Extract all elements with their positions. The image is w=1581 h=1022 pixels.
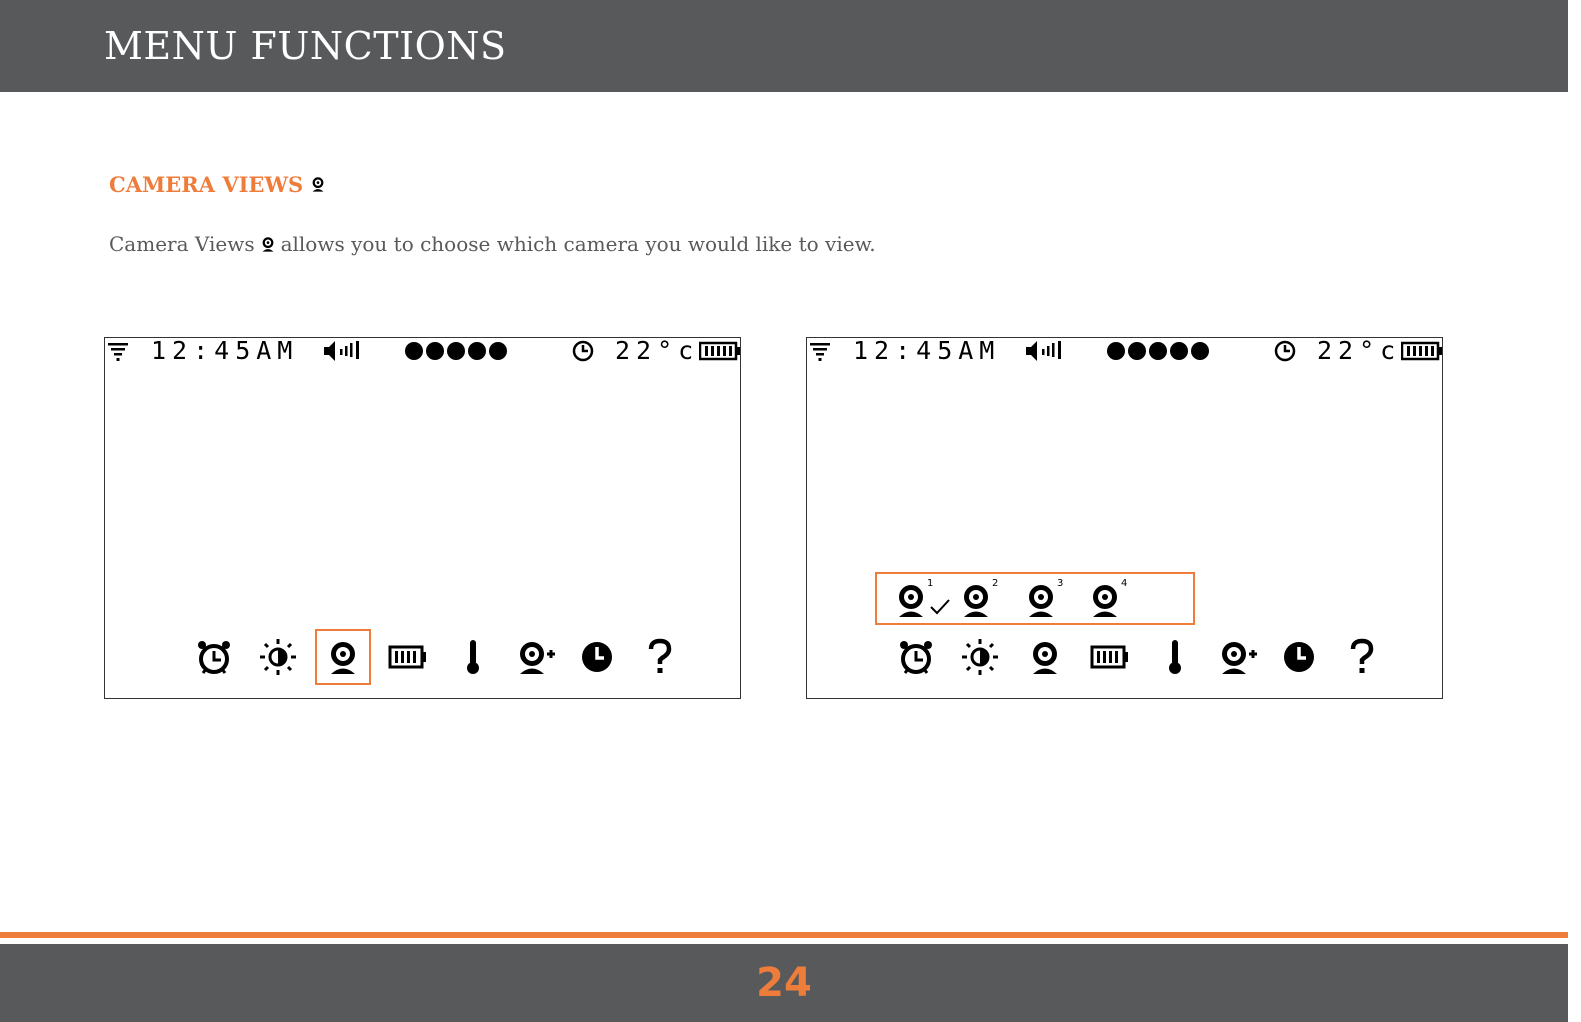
camera-select-submenu xyxy=(875,572,1195,625)
section-heading xyxy=(109,171,327,197)
camera-icon xyxy=(259,233,277,255)
add-camera-icon[interactable] xyxy=(1214,634,1260,680)
thermometer-icon[interactable] xyxy=(450,634,496,680)
menu-bar xyxy=(191,634,677,680)
brightness-icon[interactable] xyxy=(255,634,301,680)
section-heading-text: CAMERA VIEWS xyxy=(109,171,304,197)
monitor-screen-main-menu xyxy=(104,337,741,699)
signal-icon xyxy=(809,338,831,364)
status-temperature: 22°c xyxy=(615,336,700,365)
camera-3-number: 3 xyxy=(1057,578,1064,589)
status-bar xyxy=(105,338,740,364)
monitor-screen-camera-views xyxy=(806,337,1443,699)
camera-icon[interactable] xyxy=(1022,634,1068,680)
sound-level-icon xyxy=(1105,338,1211,364)
page-header xyxy=(0,0,1568,92)
battery-icon[interactable] xyxy=(385,634,431,680)
page-title: MENU FUNCTIONS xyxy=(104,24,507,68)
help-icon[interactable] xyxy=(637,634,683,680)
camera-4-number: 4 xyxy=(1121,578,1128,589)
battery-icon xyxy=(1401,338,1443,364)
brightness-icon[interactable] xyxy=(957,634,1003,680)
alarm-clock-icon[interactable] xyxy=(191,634,237,680)
camera-icon[interactable] xyxy=(320,634,366,680)
clock-icon[interactable] xyxy=(1276,634,1322,680)
battery-icon[interactable] xyxy=(1087,634,1133,680)
description-text-end: allows you to choose which camera you would like to view. xyxy=(280,232,876,256)
camera-2-number: 2 xyxy=(992,578,999,589)
section-description xyxy=(109,232,876,256)
status-time: 12:45AM xyxy=(151,336,299,365)
timer-icon xyxy=(571,338,595,364)
status-temperature: 22°c xyxy=(1317,336,1402,365)
add-camera-icon[interactable] xyxy=(512,634,558,680)
help-icon[interactable] xyxy=(1339,634,1385,680)
status-bar xyxy=(807,338,1442,364)
page-number: 24 xyxy=(756,960,812,1006)
timer-icon xyxy=(1273,338,1297,364)
checkmark-icon xyxy=(929,598,951,616)
clock-icon[interactable] xyxy=(574,634,620,680)
footer-divider xyxy=(0,932,1568,938)
sound-level-icon xyxy=(403,338,509,364)
camera-1-number: 1 xyxy=(927,578,934,589)
status-time: 12:45AM xyxy=(853,336,1001,365)
battery-icon xyxy=(699,338,741,364)
volume-icon xyxy=(323,338,361,364)
page-footer xyxy=(0,944,1568,1022)
volume-icon xyxy=(1025,338,1063,364)
alarm-clock-icon[interactable] xyxy=(893,634,939,680)
signal-icon xyxy=(107,338,129,364)
menu-bar xyxy=(893,634,1379,680)
description-text-start: Camera Views xyxy=(109,232,255,256)
thermometer-icon[interactable] xyxy=(1152,634,1198,680)
camera-icon xyxy=(309,173,327,195)
